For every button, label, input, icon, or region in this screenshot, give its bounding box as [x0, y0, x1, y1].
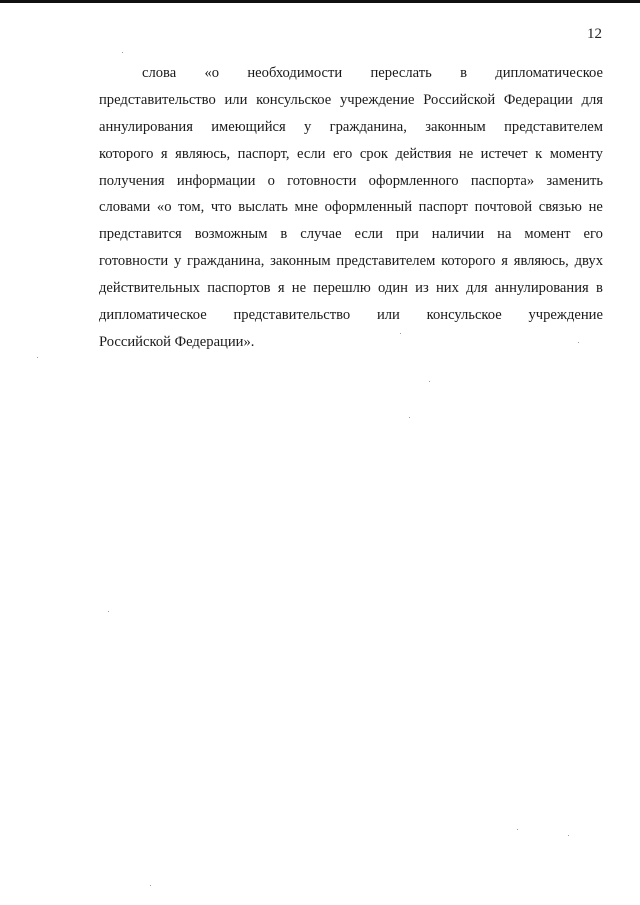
word: Российской Федерации».	[99, 333, 255, 350]
word: если	[297, 145, 326, 162]
word: его	[332, 145, 353, 162]
word: оформленный	[324, 199, 413, 216]
word: моменту	[549, 145, 603, 162]
word: том,	[178, 199, 205, 216]
word: переслать	[370, 65, 432, 81]
text-line	[99, 275, 603, 302]
word: дипломатическое	[99, 307, 207, 324]
text-line	[99, 194, 603, 221]
word: имеющийся	[211, 118, 286, 135]
scan-speck	[568, 835, 569, 836]
text-line	[99, 329, 603, 356]
text-line	[99, 141, 603, 168]
word: аннулирования	[99, 118, 193, 135]
word: действительных	[99, 280, 200, 297]
word: Российской	[423, 91, 496, 108]
word: заменить	[546, 172, 603, 189]
word: которого	[99, 145, 154, 162]
word: «о	[156, 199, 172, 216]
word: учреждение	[340, 91, 415, 108]
word: при	[395, 226, 419, 243]
word: или	[224, 91, 248, 108]
text-line	[99, 114, 603, 141]
word: представится	[99, 226, 182, 243]
word: не	[458, 145, 474, 162]
word: действия	[395, 145, 452, 162]
word: представительство	[99, 91, 216, 108]
word: словами	[99, 199, 151, 216]
word: что	[210, 199, 232, 216]
word: или	[376, 307, 400, 324]
word: готовности	[99, 253, 169, 270]
text-line	[99, 221, 603, 248]
word: в	[595, 280, 603, 297]
scan-speck	[150, 885, 151, 886]
scan-speck	[409, 417, 410, 418]
word: я	[277, 280, 285, 297]
scan-speck	[122, 52, 123, 53]
scan-top-border	[0, 0, 640, 3]
word: не	[291, 280, 307, 297]
word: консульское	[256, 91, 332, 108]
word: выслать	[238, 199, 288, 216]
text-line	[99, 302, 603, 329]
word: учреждение	[528, 307, 603, 324]
word: у	[304, 118, 312, 135]
word: консульское	[426, 307, 502, 324]
word: представительство	[233, 307, 351, 324]
word: в	[460, 65, 467, 81]
word: момент	[524, 226, 571, 243]
word: паспорт,	[237, 145, 290, 162]
word: получения	[99, 172, 165, 189]
text-line	[99, 87, 603, 114]
word: у	[174, 253, 182, 270]
word: гражданина,	[187, 253, 265, 270]
word: дипломатическое	[495, 65, 603, 81]
word: оформленного	[368, 172, 459, 189]
word: паспорт	[418, 199, 469, 216]
word: информации	[176, 172, 256, 189]
word: слова	[142, 65, 177, 81]
word: для	[466, 280, 488, 297]
word: аннулирования	[494, 280, 589, 297]
word: гражданина,	[329, 118, 407, 135]
word: наличии	[431, 226, 485, 243]
word: возможным	[194, 226, 268, 243]
word: Федерации	[503, 91, 573, 108]
scan-speck	[578, 342, 579, 343]
scan-speck	[429, 381, 430, 382]
word: представителем	[504, 118, 603, 135]
word: двух	[574, 253, 603, 270]
word: паспортов	[207, 280, 271, 297]
word: «о	[204, 65, 220, 81]
word: один	[378, 280, 408, 297]
word: я	[501, 253, 508, 270]
word: из	[415, 280, 429, 297]
word: в	[280, 226, 288, 243]
word: необходимости	[247, 65, 343, 81]
scan-speck	[37, 357, 38, 358]
word: истечет	[480, 145, 528, 162]
scan-speck	[108, 611, 109, 612]
word: срок	[359, 145, 388, 162]
word: почтовой	[474, 199, 533, 216]
word: них	[435, 280, 459, 297]
word: готовности	[287, 172, 357, 189]
word: которого	[441, 253, 496, 270]
word: случае	[300, 226, 342, 243]
word: законным	[270, 253, 331, 270]
word: его	[583, 226, 603, 243]
word: законным	[425, 118, 486, 135]
document-paragraph	[99, 60, 603, 356]
word: представителем	[336, 253, 436, 270]
word: являюсь,	[175, 145, 231, 162]
word: я	[160, 145, 168, 162]
text-line	[99, 168, 603, 195]
scan-speck	[400, 333, 401, 334]
word: связью	[538, 199, 582, 216]
word: на	[497, 226, 512, 243]
word: к	[535, 145, 543, 162]
word: о	[267, 172, 275, 189]
text-line	[99, 60, 603, 87]
word: если	[354, 226, 383, 243]
page-number: 12	[587, 26, 602, 42]
word: перешлю	[313, 280, 371, 297]
text-line	[99, 248, 603, 275]
word: мне	[294, 199, 319, 216]
word: паспорта»	[470, 172, 535, 189]
word: не	[588, 199, 603, 216]
scan-speck	[517, 829, 518, 830]
word: для	[581, 91, 603, 108]
word: являюсь,	[513, 253, 569, 270]
